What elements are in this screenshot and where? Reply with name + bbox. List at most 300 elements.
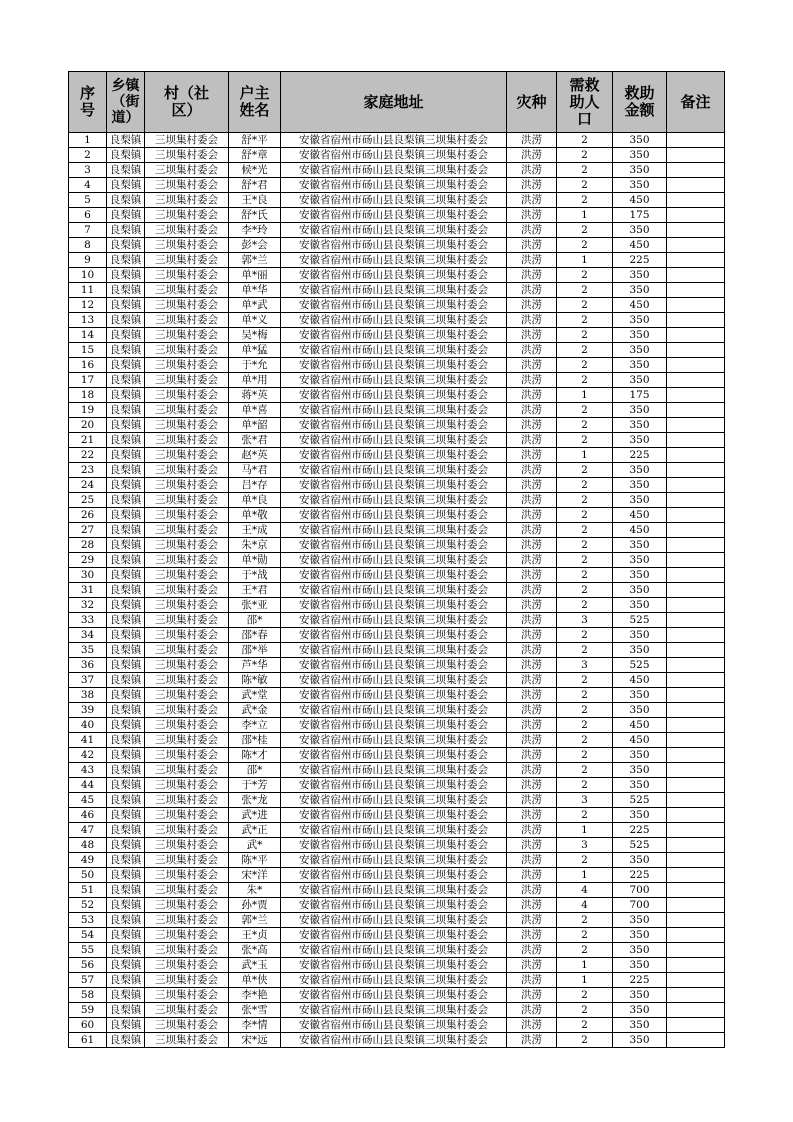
- cell-amount: 350: [613, 943, 667, 958]
- cell-disaster: 洪涝: [507, 943, 557, 958]
- cell-note: [667, 178, 725, 193]
- cell-disaster: 洪涝: [507, 253, 557, 268]
- cell-disaster: 洪涝: [507, 733, 557, 748]
- cell-note: [667, 973, 725, 988]
- cell-people: 1: [557, 973, 613, 988]
- cell-amount: 225: [613, 868, 667, 883]
- cell-town: 良梨镇: [107, 958, 145, 973]
- cell-disaster: 洪涝: [507, 523, 557, 538]
- cell-village: 三坝集村委会: [145, 148, 229, 163]
- cell-head: 王*良: [229, 193, 281, 208]
- cell-address: 安徽省宿州市砀山县良梨镇三坝集村委会: [281, 823, 507, 838]
- cell-town: 良梨镇: [107, 943, 145, 958]
- table-row: [69, 988, 725, 1003]
- cell-people: 2: [557, 763, 613, 778]
- cell-head: 单*韶: [229, 418, 281, 433]
- cell-village: 三坝集村委会: [145, 958, 229, 973]
- cell-disaster: 洪涝: [507, 673, 557, 688]
- cell-village: 三坝集村委会: [145, 898, 229, 913]
- cell-address: 安徽省宿州市砀山县良梨镇三坝集村委会: [281, 403, 507, 418]
- cell-note: [667, 133, 725, 148]
- cell-head: 单*猛: [229, 343, 281, 358]
- cell-note: [667, 193, 725, 208]
- cell-village: 三坝集村委会: [145, 448, 229, 463]
- cell-amount: 350: [613, 1003, 667, 1018]
- cell-people: 2: [557, 358, 613, 373]
- cell-note: [667, 613, 725, 628]
- cell-village: 三坝集村委会: [145, 328, 229, 343]
- table-row: [69, 778, 725, 793]
- cell-address: 安徽省宿州市砀山县良梨镇三坝集村委会: [281, 748, 507, 763]
- cell-disaster: 洪涝: [507, 403, 557, 418]
- cell-head: 单*喜: [229, 403, 281, 418]
- cell-note: [667, 913, 725, 928]
- cell-no: 12: [69, 298, 107, 313]
- table-row: [69, 403, 725, 418]
- table-row: [69, 418, 725, 433]
- table-row: [69, 1018, 725, 1033]
- cell-disaster: 洪涝: [507, 643, 557, 658]
- cell-village: 三坝集村委会: [145, 253, 229, 268]
- cell-head: 赵*英: [229, 448, 281, 463]
- cell-head: 单*武: [229, 298, 281, 313]
- cell-address: 安徽省宿州市砀山县良梨镇三坝集村委会: [281, 763, 507, 778]
- cell-address: 安徽省宿州市砀山县良梨镇三坝集村委会: [281, 343, 507, 358]
- cell-address: 安徽省宿州市砀山县良梨镇三坝集村委会: [281, 673, 507, 688]
- cell-people: 3: [557, 793, 613, 808]
- cell-town: 良梨镇: [107, 688, 145, 703]
- cell-note: [667, 298, 725, 313]
- table-row: [69, 388, 725, 403]
- cell-amount: 350: [613, 688, 667, 703]
- cell-village: 三坝集村委会: [145, 268, 229, 283]
- cell-address: 安徽省宿州市砀山县良梨镇三坝集村委会: [281, 448, 507, 463]
- table-row: [69, 763, 725, 778]
- cell-address: 安徽省宿州市砀山县良梨镇三坝集村委会: [281, 688, 507, 703]
- cell-amount: 225: [613, 823, 667, 838]
- cell-town: 良梨镇: [107, 418, 145, 433]
- cell-address: 安徽省宿州市砀山县良梨镇三坝集村委会: [281, 733, 507, 748]
- table-row: [69, 703, 725, 718]
- table-row: [69, 268, 725, 283]
- cell-address: 安徽省宿州市砀山县良梨镇三坝集村委会: [281, 598, 507, 613]
- cell-address: 安徽省宿州市砀山县良梨镇三坝集村委会: [281, 328, 507, 343]
- cell-people: 2: [557, 283, 613, 298]
- cell-note: [667, 778, 725, 793]
- cell-note: [667, 448, 725, 463]
- cell-no: 8: [69, 238, 107, 253]
- cell-people: 2: [557, 223, 613, 238]
- cell-no: 22: [69, 448, 107, 463]
- cell-head: 武*金: [229, 703, 281, 718]
- cell-address: 安徽省宿州市砀山县良梨镇三坝集村委会: [281, 223, 507, 238]
- table-row: [69, 868, 725, 883]
- table-row: [69, 913, 725, 928]
- cell-disaster: 洪涝: [507, 598, 557, 613]
- cell-no: 45: [69, 793, 107, 808]
- cell-disaster: 洪涝: [507, 793, 557, 808]
- cell-head: 单*华: [229, 283, 281, 298]
- cell-village: 三坝集村委会: [145, 748, 229, 763]
- cell-disaster: 洪涝: [507, 148, 557, 163]
- table-row: [69, 133, 725, 148]
- cell-people: 2: [557, 1003, 613, 1018]
- cell-note: [667, 523, 725, 538]
- cell-head: 单*良: [229, 493, 281, 508]
- cell-note: [667, 358, 725, 373]
- cell-disaster: 洪涝: [507, 133, 557, 148]
- cell-head: 邵*举: [229, 643, 281, 658]
- cell-address: 安徽省宿州市砀山县良梨镇三坝集村委会: [281, 613, 507, 628]
- cell-people: 2: [557, 748, 613, 763]
- table-row: [69, 253, 725, 268]
- cell-note: [667, 988, 725, 1003]
- cell-amount: 525: [613, 793, 667, 808]
- cell-people: 4: [557, 898, 613, 913]
- cell-village: 三坝集村委会: [145, 733, 229, 748]
- cell-people: 2: [557, 718, 613, 733]
- cell-address: 安徽省宿州市砀山县良梨镇三坝集村委会: [281, 463, 507, 478]
- cell-people: 2: [557, 463, 613, 478]
- cell-head: 邵*桂: [229, 733, 281, 748]
- cell-head: 单*丽: [229, 268, 281, 283]
- cell-no: 33: [69, 613, 107, 628]
- cell-amount: 350: [613, 748, 667, 763]
- cell-address: 安徽省宿州市砀山县良梨镇三坝集村委会: [281, 313, 507, 328]
- cell-people: 2: [557, 403, 613, 418]
- table-row: [69, 853, 725, 868]
- cell-people: 2: [557, 268, 613, 283]
- cell-village: 三坝集村委会: [145, 658, 229, 673]
- cell-town: 良梨镇: [107, 733, 145, 748]
- header-people: 需救助人口: [557, 72, 613, 133]
- cell-people: 2: [557, 913, 613, 928]
- cell-no: 26: [69, 508, 107, 523]
- cell-disaster: 洪涝: [507, 388, 557, 403]
- cell-people: 1: [557, 868, 613, 883]
- cell-note: [667, 313, 725, 328]
- cell-note: [667, 583, 725, 598]
- table-row: [69, 193, 725, 208]
- cell-amount: 350: [613, 778, 667, 793]
- cell-disaster: 洪涝: [507, 283, 557, 298]
- cell-town: 良梨镇: [107, 883, 145, 898]
- table-row: [69, 568, 725, 583]
- cell-head: 孙*贾: [229, 898, 281, 913]
- cell-village: 三坝集村委会: [145, 823, 229, 838]
- cell-people: 2: [557, 433, 613, 448]
- cell-head: 于*芳: [229, 778, 281, 793]
- cell-village: 三坝集村委会: [145, 178, 229, 193]
- cell-address: 安徽省宿州市砀山县良梨镇三坝集村委会: [281, 1018, 507, 1033]
- cell-disaster: 洪涝: [507, 583, 557, 598]
- cell-note: [667, 163, 725, 178]
- cell-disaster: 洪涝: [507, 208, 557, 223]
- cell-people: 2: [557, 643, 613, 658]
- cell-people: 2: [557, 703, 613, 718]
- cell-note: [667, 508, 725, 523]
- cell-disaster: 洪涝: [507, 688, 557, 703]
- table-row: [69, 373, 725, 388]
- cell-address: 安徽省宿州市砀山县良梨镇三坝集村委会: [281, 853, 507, 868]
- cell-note: [667, 373, 725, 388]
- table-row: [69, 328, 725, 343]
- cell-no: 31: [69, 583, 107, 598]
- cell-no: 58: [69, 988, 107, 1003]
- cell-note: [667, 898, 725, 913]
- cell-amount: 350: [613, 628, 667, 643]
- header-address: 家庭地址: [281, 72, 507, 133]
- cell-amount: 225: [613, 448, 667, 463]
- cell-head: 武*进: [229, 808, 281, 823]
- cell-note: [667, 883, 725, 898]
- cell-town: 良梨镇: [107, 463, 145, 478]
- cell-amount: 350: [613, 493, 667, 508]
- table-row: [69, 733, 725, 748]
- cell-disaster: 洪涝: [507, 868, 557, 883]
- cell-amount: 350: [613, 568, 667, 583]
- cell-address: 安徽省宿州市砀山县良梨镇三坝集村委会: [281, 943, 507, 958]
- table-row: [69, 583, 725, 598]
- cell-head: 单*用: [229, 373, 281, 388]
- cell-town: 良梨镇: [107, 313, 145, 328]
- cell-address: 安徽省宿州市砀山县良梨镇三坝集村委会: [281, 973, 507, 988]
- cell-amount: 350: [613, 313, 667, 328]
- cell-disaster: 洪涝: [507, 343, 557, 358]
- table-row: [69, 178, 725, 193]
- cell-people: 2: [557, 178, 613, 193]
- table-row: [69, 973, 725, 988]
- cell-people: 2: [557, 133, 613, 148]
- cell-village: 三坝集村委会: [145, 538, 229, 553]
- table-row: [69, 613, 725, 628]
- cell-amount: 350: [613, 538, 667, 553]
- cell-disaster: 洪涝: [507, 853, 557, 868]
- cell-disaster: 洪涝: [507, 508, 557, 523]
- cell-address: 安徽省宿州市砀山县良梨镇三坝集村委会: [281, 568, 507, 583]
- table-row: [69, 1003, 725, 1018]
- cell-address: 安徽省宿州市砀山县良梨镇三坝集村委会: [281, 643, 507, 658]
- cell-disaster: 洪涝: [507, 988, 557, 1003]
- cell-note: [667, 658, 725, 673]
- cell-address: 安徽省宿州市砀山县良梨镇三坝集村委会: [281, 838, 507, 853]
- cell-amount: 350: [613, 133, 667, 148]
- cell-village: 三坝集村委会: [145, 853, 229, 868]
- cell-town: 良梨镇: [107, 583, 145, 598]
- cell-village: 三坝集村委会: [145, 583, 229, 598]
- cell-town: 良梨镇: [107, 403, 145, 418]
- cell-amount: 350: [613, 328, 667, 343]
- cell-people: 2: [557, 1018, 613, 1033]
- cell-disaster: 洪涝: [507, 823, 557, 838]
- cell-amount: 225: [613, 973, 667, 988]
- cell-people: 1: [557, 823, 613, 838]
- cell-people: 4: [557, 883, 613, 898]
- cell-people: 2: [557, 193, 613, 208]
- cell-village: 三坝集村委会: [145, 343, 229, 358]
- cell-village: 三坝集村委会: [145, 433, 229, 448]
- cell-amount: 350: [613, 463, 667, 478]
- header-head: 户主姓名: [229, 72, 281, 133]
- cell-amount: 450: [613, 733, 667, 748]
- cell-no: 35: [69, 643, 107, 658]
- cell-amount: 525: [613, 658, 667, 673]
- cell-disaster: 洪涝: [507, 748, 557, 763]
- cell-disaster: 洪涝: [507, 493, 557, 508]
- cell-head: 武*正: [229, 823, 281, 838]
- table-row: [69, 943, 725, 958]
- cell-town: 良梨镇: [107, 163, 145, 178]
- cell-town: 良梨镇: [107, 778, 145, 793]
- cell-town: 良梨镇: [107, 898, 145, 913]
- cell-note: [667, 928, 725, 943]
- cell-head: 宋*洋: [229, 868, 281, 883]
- table-row: [69, 628, 725, 643]
- table-body: [69, 133, 725, 1048]
- cell-town: 良梨镇: [107, 178, 145, 193]
- cell-village: 三坝集村委会: [145, 418, 229, 433]
- cell-no: 17: [69, 373, 107, 388]
- cell-no: 57: [69, 973, 107, 988]
- cell-amount: 350: [613, 643, 667, 658]
- cell-disaster: 洪涝: [507, 238, 557, 253]
- cell-amount: 350: [613, 403, 667, 418]
- cell-note: [667, 793, 725, 808]
- cell-town: 良梨镇: [107, 613, 145, 628]
- table-row: [69, 838, 725, 853]
- cell-village: 三坝集村委会: [145, 1018, 229, 1033]
- cell-amount: 350: [613, 853, 667, 868]
- cell-town: 良梨镇: [107, 328, 145, 343]
- cell-village: 三坝集村委会: [145, 133, 229, 148]
- cell-town: 良梨镇: [107, 928, 145, 943]
- cell-town: 良梨镇: [107, 208, 145, 223]
- cell-address: 安徽省宿州市砀山县良梨镇三坝集村委会: [281, 1033, 507, 1048]
- cell-village: 三坝集村委会: [145, 553, 229, 568]
- cell-people: 2: [557, 1033, 613, 1048]
- cell-no: 28: [69, 538, 107, 553]
- cell-people: 2: [557, 628, 613, 643]
- table-row: [69, 898, 725, 913]
- cell-people: 2: [557, 493, 613, 508]
- cell-address: 安徽省宿州市砀山县良梨镇三坝集村委会: [281, 358, 507, 373]
- cell-address: 安徽省宿州市砀山县良梨镇三坝集村委会: [281, 178, 507, 193]
- cell-no: 37: [69, 673, 107, 688]
- cell-village: 三坝集村委会: [145, 973, 229, 988]
- cell-note: [667, 328, 725, 343]
- cell-people: 2: [557, 808, 613, 823]
- cell-amount: 350: [613, 178, 667, 193]
- cell-address: 安徽省宿州市砀山县良梨镇三坝集村委会: [281, 208, 507, 223]
- cell-no: 40: [69, 718, 107, 733]
- cell-note: [667, 223, 725, 238]
- cell-note: [667, 808, 725, 823]
- cell-disaster: 洪涝: [507, 328, 557, 343]
- cell-village: 三坝集村委会: [145, 283, 229, 298]
- cell-village: 三坝集村委会: [145, 688, 229, 703]
- cell-head: 单*敬: [229, 508, 281, 523]
- cell-village: 三坝集村委会: [145, 718, 229, 733]
- table-row: [69, 808, 725, 823]
- cell-town: 良梨镇: [107, 253, 145, 268]
- cell-village: 三坝集村委会: [145, 358, 229, 373]
- cell-people: 2: [557, 313, 613, 328]
- cell-disaster: 洪涝: [507, 223, 557, 238]
- cell-no: 15: [69, 343, 107, 358]
- cell-head: 朱*京: [229, 538, 281, 553]
- cell-town: 良梨镇: [107, 478, 145, 493]
- cell-address: 安徽省宿州市砀山县良梨镇三坝集村委会: [281, 508, 507, 523]
- cell-address: 安徽省宿州市砀山县良梨镇三坝集村委会: [281, 133, 507, 148]
- cell-amount: 350: [613, 358, 667, 373]
- cell-town: 良梨镇: [107, 673, 145, 688]
- cell-note: [667, 628, 725, 643]
- cell-town: 良梨镇: [107, 523, 145, 538]
- cell-disaster: 洪涝: [507, 313, 557, 328]
- table-row: [69, 823, 725, 838]
- cell-address: 安徽省宿州市砀山县良梨镇三坝集村委会: [281, 628, 507, 643]
- cell-address: 安徽省宿州市砀山县良梨镇三坝集村委会: [281, 538, 507, 553]
- cell-amount: 450: [613, 238, 667, 253]
- cell-note: [667, 538, 725, 553]
- cell-town: 良梨镇: [107, 553, 145, 568]
- cell-amount: 700: [613, 898, 667, 913]
- cell-village: 三坝集村委会: [145, 298, 229, 313]
- cell-address: 安徽省宿州市砀山县良梨镇三坝集村委会: [281, 373, 507, 388]
- cell-no: 9: [69, 253, 107, 268]
- cell-amount: 350: [613, 1018, 667, 1033]
- cell-note: [667, 148, 725, 163]
- cell-town: 良梨镇: [107, 298, 145, 313]
- cell-no: 61: [69, 1033, 107, 1048]
- cell-amount: 175: [613, 388, 667, 403]
- cell-note: [667, 733, 725, 748]
- cell-amount: 450: [613, 673, 667, 688]
- cell-people: 2: [557, 343, 613, 358]
- cell-disaster: 洪涝: [507, 568, 557, 583]
- table-row: [69, 493, 725, 508]
- cell-disaster: 洪涝: [507, 628, 557, 643]
- cell-town: 良梨镇: [107, 508, 145, 523]
- cell-people: 1: [557, 388, 613, 403]
- cell-town: 良梨镇: [107, 358, 145, 373]
- cell-head: 王*成: [229, 523, 281, 538]
- cell-people: 2: [557, 928, 613, 943]
- table-row: [69, 673, 725, 688]
- cell-town: 良梨镇: [107, 133, 145, 148]
- cell-village: 三坝集村委会: [145, 628, 229, 643]
- header-row: [69, 72, 725, 133]
- cell-amount: 350: [613, 583, 667, 598]
- cell-head: 邵*: [229, 613, 281, 628]
- cell-town: 良梨镇: [107, 763, 145, 778]
- cell-town: 良梨镇: [107, 1018, 145, 1033]
- table-row: [69, 358, 725, 373]
- cell-amount: 350: [613, 373, 667, 388]
- cell-village: 三坝集村委会: [145, 208, 229, 223]
- cell-no: 20: [69, 418, 107, 433]
- cell-people: 2: [557, 238, 613, 253]
- cell-no: 10: [69, 268, 107, 283]
- cell-village: 三坝集村委会: [145, 523, 229, 538]
- cell-address: 安徽省宿州市砀山县良梨镇三坝集村委会: [281, 808, 507, 823]
- cell-village: 三坝集村委会: [145, 763, 229, 778]
- cell-head: 单*勋: [229, 553, 281, 568]
- cell-town: 良梨镇: [107, 283, 145, 298]
- cell-amount: 350: [613, 343, 667, 358]
- cell-note: [667, 958, 725, 973]
- cell-amount: 350: [613, 223, 667, 238]
